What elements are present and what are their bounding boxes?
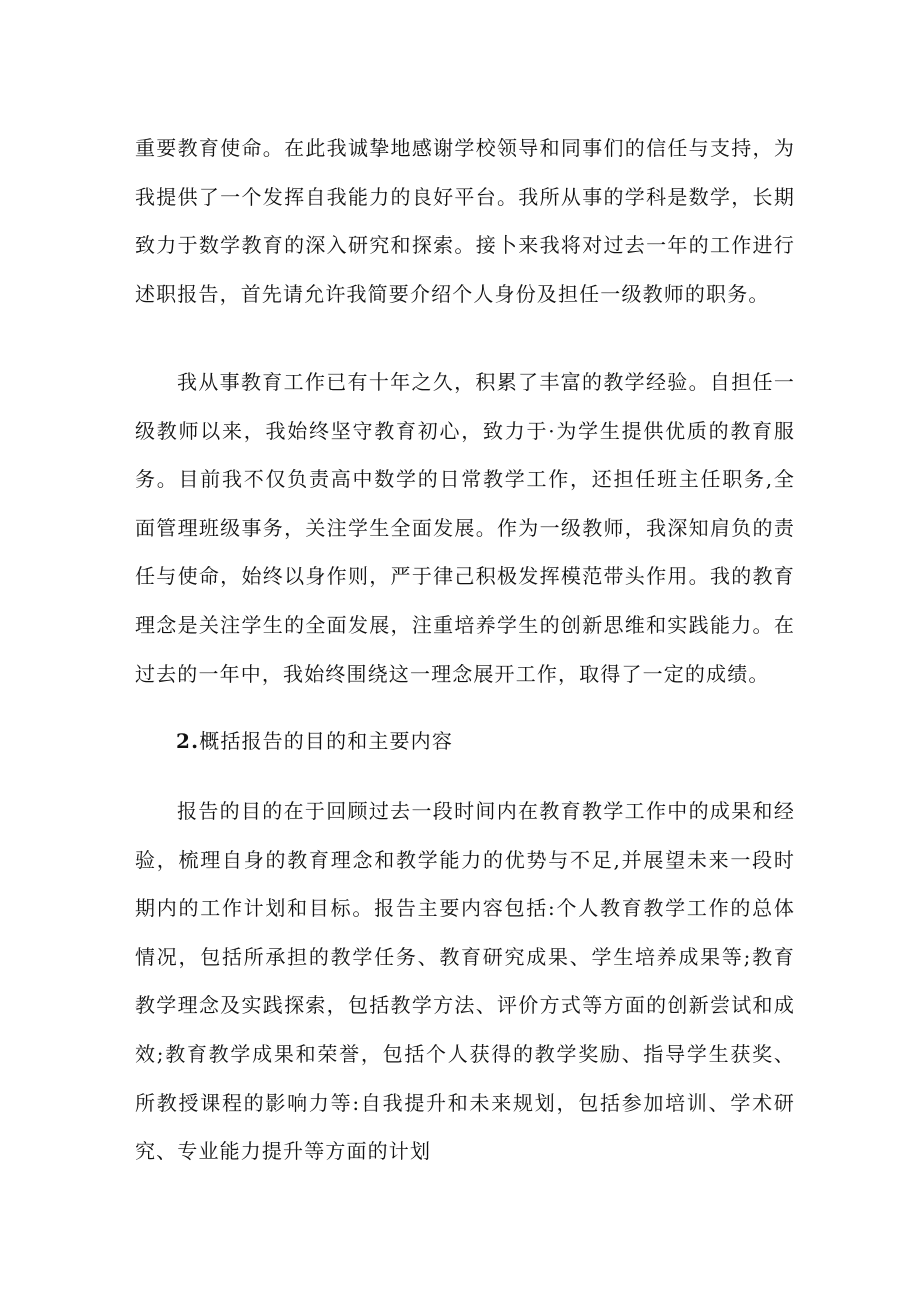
section-heading-number: 2. [176,729,200,753]
paragraph-intro-continued: 重要教育使命。在此我诚挚地感谢学校领导和同事们的信任与支持，为我提供了一个发挥自我能力的良好平台。我所从事的学科是数学，长期致力于数学教育的深入研究和探索。接卜来我将对过去一年的工作进行述职报告，首先请允许我简要介绍个人身份及担任一级教师的职务。 [135,136,795,306]
section-heading [176,717,676,766]
paragraph-teaching-experience: 我从事教育工作已有十年之久，积累了丰富的教学经验。自担任一级教师以来，我始终坚守教育初心，致力于·为学生提供优质的教育服务。目前我不仅负责高中数学的日常教学工作，还担任班主任职务,全面管理班级事务，关注学生全面发展。作为一级教师，我深知肩负的责任与使命，始终以身作则，严于律己积极发挥模范带头作用。我的教育理念是关注学生的全面发展，注重培养学生的创新思维和实践能力。在过去的一年中，我始终围绕这一理念展开工作，取得了一定的成绩。 [135,370,795,686]
paragraph-report-purpose: 报告的目的在于回顾过去一段时间内在教育教学工作中的成果和经验，梳理自身的教育理念和教学能力的优势与不足,并展望未来一段时期内的工作计划和目标。报告主要内容包括:个人教育教学工作的总体情况，包括所承担的教学任务、教育研究成果、学生培养成果等;教育教学理念及实践探索，包括教学方法、评价方式等方面的创新尝试和成效;教育教学成果和荣誉，包括个人获得的教学奖励、指导学生获奖、所教授课程的影响力等:自我提升和未来规划，包括参加培训、学术研究、专业能力提升等方面的计划 [135,799,795,1164]
section-heading-text: 概括报告的目的和主要内容 [199,729,453,753]
